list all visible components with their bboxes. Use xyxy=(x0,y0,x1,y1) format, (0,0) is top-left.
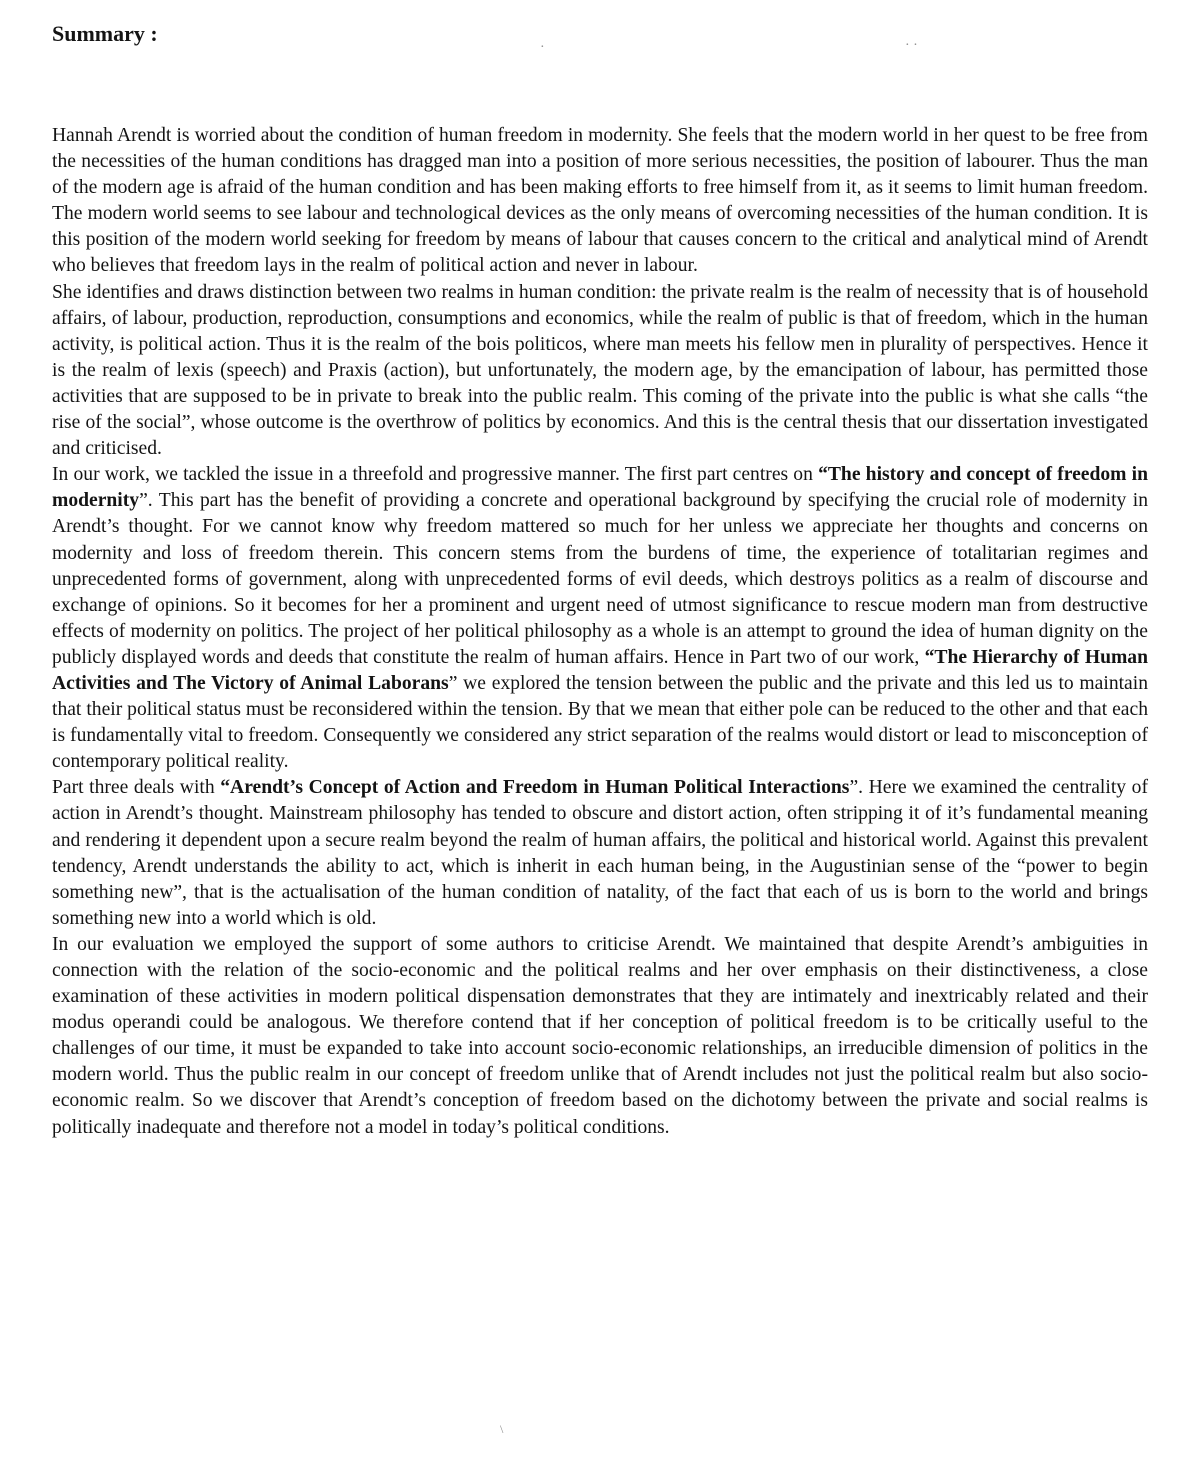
paragraph-text: Part three deals with xyxy=(52,777,221,799)
document-page xyxy=(52,20,1148,1141)
summary-heading: Summary : xyxy=(52,21,158,46)
bold-title-phrase: “Arendt’s Concept of Action and Freedom in Human Political Interactions xyxy=(220,777,850,799)
paragraph-text: Hannah Arendt is worried about the condition of human freedom in modernity. She feels that the modern world in her quest to be free from the necessities of the human conditions has dragged man into a position of more serious necessities, the position of labourer. Thus the man of the modern age is afraid of the human condition and has been making efforts to free himself from it, as it seems to limit human freedom. The modern world seems to see labour and technological devices as the only means of overcoming necessities of the human condition. It is this position of the modern world seeking for freedom by means of labour that causes concern to the critical and analytical mind of Arendt who believes that freedom lays in the realm of political action and never in labour. xyxy=(52,125,1148,277)
summary-body xyxy=(52,123,1148,1141)
scan-mark: \ xyxy=(500,1422,504,1436)
scan-speck: · · xyxy=(905,38,918,53)
paragraph-text: ”. This part has the benefit of providing a concrete and operational background by specifying the crucial role of modernity in Arendt’s thought. For we cannot know why freedom mattered so much for her unless we appreciate her thoughts and concerns on modernity and loss of freedom therein. This concern stems from the burdens of time, the experience of totalitarian regimes and unprecedented forms of government, along with unprecedented forms of evil deeds, which destroys politics as a realm of discourse and exchange of opinions. So it becomes for her a prominent and urgent need of utmost significance to rescue modern man from destructive effects of modernity on politics. The project of her political philosophy as a whole is an attempt to ground the idea of human dignity on the publicly displayed words and deeds that constitute the realm of human affairs. Hence in Part two of our work, xyxy=(52,490,1148,668)
paragraph-text: ”. Here we examined the centrality of action in Arendt’s thought. Mainstream philosophy has tended to obscure and distort action, often stripping it of it’s fundamental meaning and rendering it dependent upon a secure realm beyond the realm of human affairs, the political and historical world. Against this prevalent tendency, Arendt understands the ability to act, which is inherit in each human being, in the Augustinian sense of the “power to begin something new”, that is the actualisation of the human condition of natality, of the fact that each of us is born to the world and brings something new into a world which is old. xyxy=(52,777,1148,929)
paragraph-text: ” we explored the tension between the public and the private and this led us to maintain that their political status must be reconsidered within the tension. By that we mean that either pole can be reduced to the other and that each is fundamentally vital to freedom. Consequently we considered any strict separation of the realms would distort or lead to misconception of contemporary political reality. xyxy=(52,672,1148,773)
paragraph-text: In our work, we tackled the issue in a threefold and progressive manner. The first part centres on xyxy=(52,464,819,486)
summary-paragraph xyxy=(52,462,1148,775)
summary-paragraph xyxy=(52,932,1148,1141)
summary-paragraph xyxy=(52,123,1148,280)
paragraph-text: She identifies and draws distinction between two realms in human condition: the private realm is the realm of necessity that is of household affairs, of labour, production, reproduction, consumptions and economics, while the realm of public is that of freedom, which in the human activity, is political action. Thus it is the realm of the bois politicos, where man meets his fellow men in plurality of perspectives. Hence it is the realm of lexis (speech) and Praxis (action), but unfortunately, the modern age, by the emancipation of labour, has permitted those activities that are supposed to be in private to break into the public realm. This coming of the private into the public is what she calls “the rise of the social”, whose outcome is the overthrow of politics by economics. And this is the central thesis that our dissertation investigated and criticised. xyxy=(52,281,1148,460)
paragraph-text: In our evaluation we employed the support of some authors to criticise Arendt. We maintained that despite Arendt’s ambiguities in connection with the relation of the socio-economic and the political realms and her over emphasis on their distinctiveness, a close examination of these activities in modern political dispensation demonstrates that they are intimately and inextricably related and their modus operandi could be analogous. We therefore contend that if her conception of political freedom is to be critically useful to the challenges of our time, it must be expanded to take into account socio-economic relationships, an irreducible dimension of politics in the modern world. Thus the public realm in our concept of freedom unlike that of Arendt includes not just the political realm but also socio-economic realm. So we discover that Arendt’s conception of freedom based on the dichotomy between the private and social realms is politically inadequate and therefore not a model in today’s political conditions. xyxy=(52,933,1148,1138)
bold-title-phrase: “The history and concept of freedom in modernity xyxy=(52,464,1148,512)
bold-title-phrase: “The Hierarchy of Human Activities and The Victory of Animal Laborans xyxy=(52,646,1148,694)
summary-paragraph xyxy=(52,280,1148,463)
summary-paragraph xyxy=(52,775,1148,932)
scan-speck: · xyxy=(540,40,545,55)
